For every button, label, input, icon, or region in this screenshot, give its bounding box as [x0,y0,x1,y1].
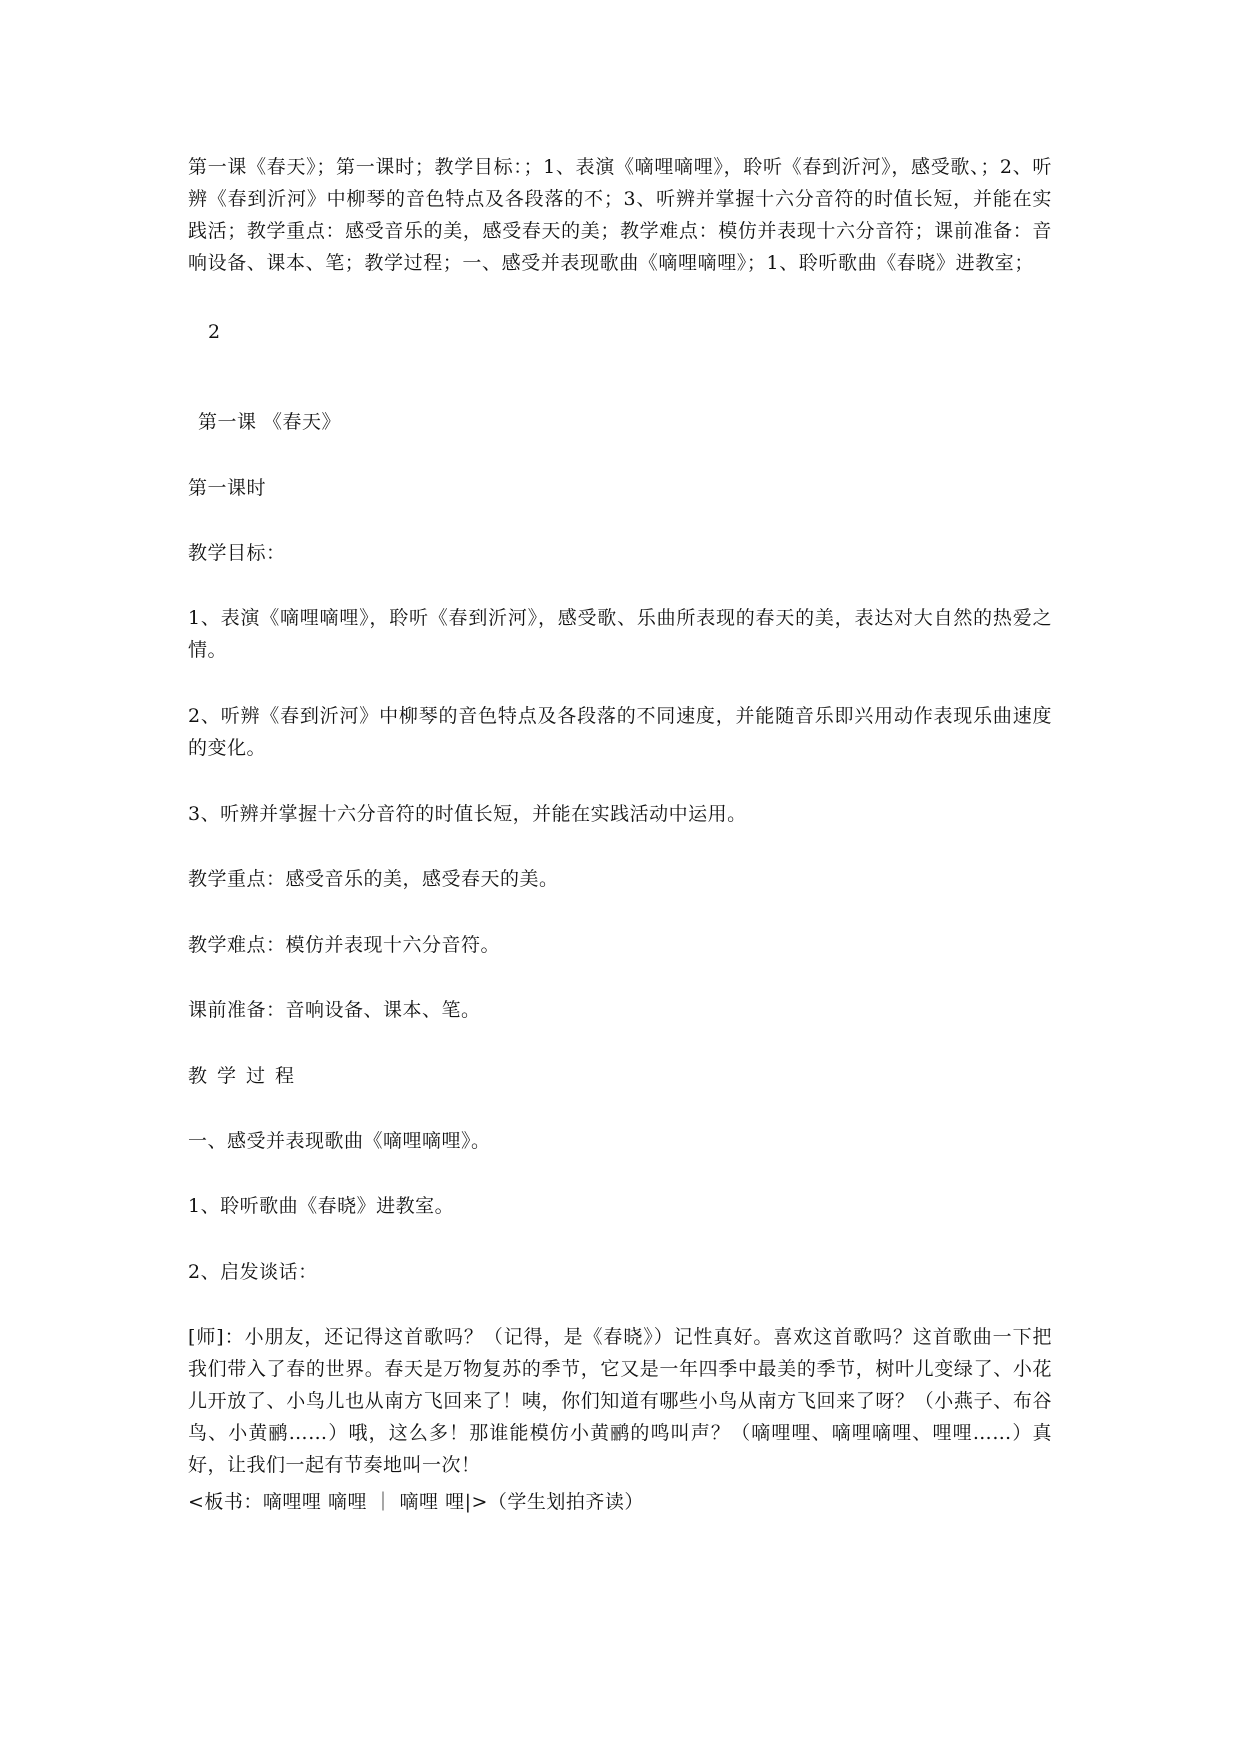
objective-item: 1、表演《嘀哩嘀哩》，聆听《春到沂河》，感受歌、乐曲所表现的春天的美，表达对大自然的热爱之情。 [188,607,1052,661]
objective-item: 3、听辨并掌握十六分音符的时值长短，并能在实践活动中运用。 [188,803,747,825]
section-heading: 一、感受并表现歌曲《嘀哩嘀哩》。 [188,1130,491,1152]
key-point: 教学重点：感受音乐的美，感受春天的美。 [188,868,559,890]
board-note: <板书：嘀哩哩 嘀哩 ｜ 嘀哩 哩|>（学生划拍齐读） [188,1491,644,1513]
page-number: 2 [208,321,221,343]
step-item: 2、启发谈话： [188,1261,318,1283]
teacher-dialogue: [师]：小朋友，还记得这首歌吗？（记得，是《春晓》）记性真好。喜欢这首歌吗？这首歌曲一下把我们带入了春的世界。春天是万物复苏的季节，它又是一年四季中最美的季节，树叶儿变绿了、小花儿开放了、小鸟儿也从南方飞回来了！咦，你们知道有哪些小鸟从南方飞回来了呀？（小燕子、布谷鸟、小黄鹂……）哦，这么多！那谁能模仿小黄鹂的鸣叫声？（嘀哩哩、嘀哩嘀哩、哩哩……）真好，让我们一起有节奏地叫一次！ [188,1326,1052,1476]
preparation: 课前准备：音响设备、课本、笔。 [188,999,481,1021]
lesson-title: 第一课 《春天》 [198,411,342,433]
step-item: 1、聆听歌曲《春晓》进教室。 [188,1195,455,1217]
objectives-heading: 教学目标： [188,542,286,564]
difficulty: 教学难点：模仿并表现十六分音符。 [188,934,501,956]
process-heading: 教学过程 [188,1065,305,1087]
period-label: 第一课时 [188,477,267,499]
objective-item: 2、听辨《春到沂河》中柳琴的音色特点及各段落的不同速度，并能随音乐即兴用动作表现乐曲速度的变化。 [188,705,1052,759]
summary-paragraph: 第一课《春天》；第一课时；教学目标：；1、表演《嘀哩嘀哩》，聆听《春到沂河》，感受歌、；2、听辨《春到沂河》中柳琴的音色特点及各段落的不；3、听辨并掌握十六分音符的时值长短，并能在实践活；教学重点：感受音乐的美，感受春天的美；教学难点：模仿并表现十六分音符；课前准备：音响设备、课本、笔；教学过程；一、感受并表现歌曲《嘀哩嘀哩》；1、聆听歌曲《春晓》进教室； [188,156,1052,274]
